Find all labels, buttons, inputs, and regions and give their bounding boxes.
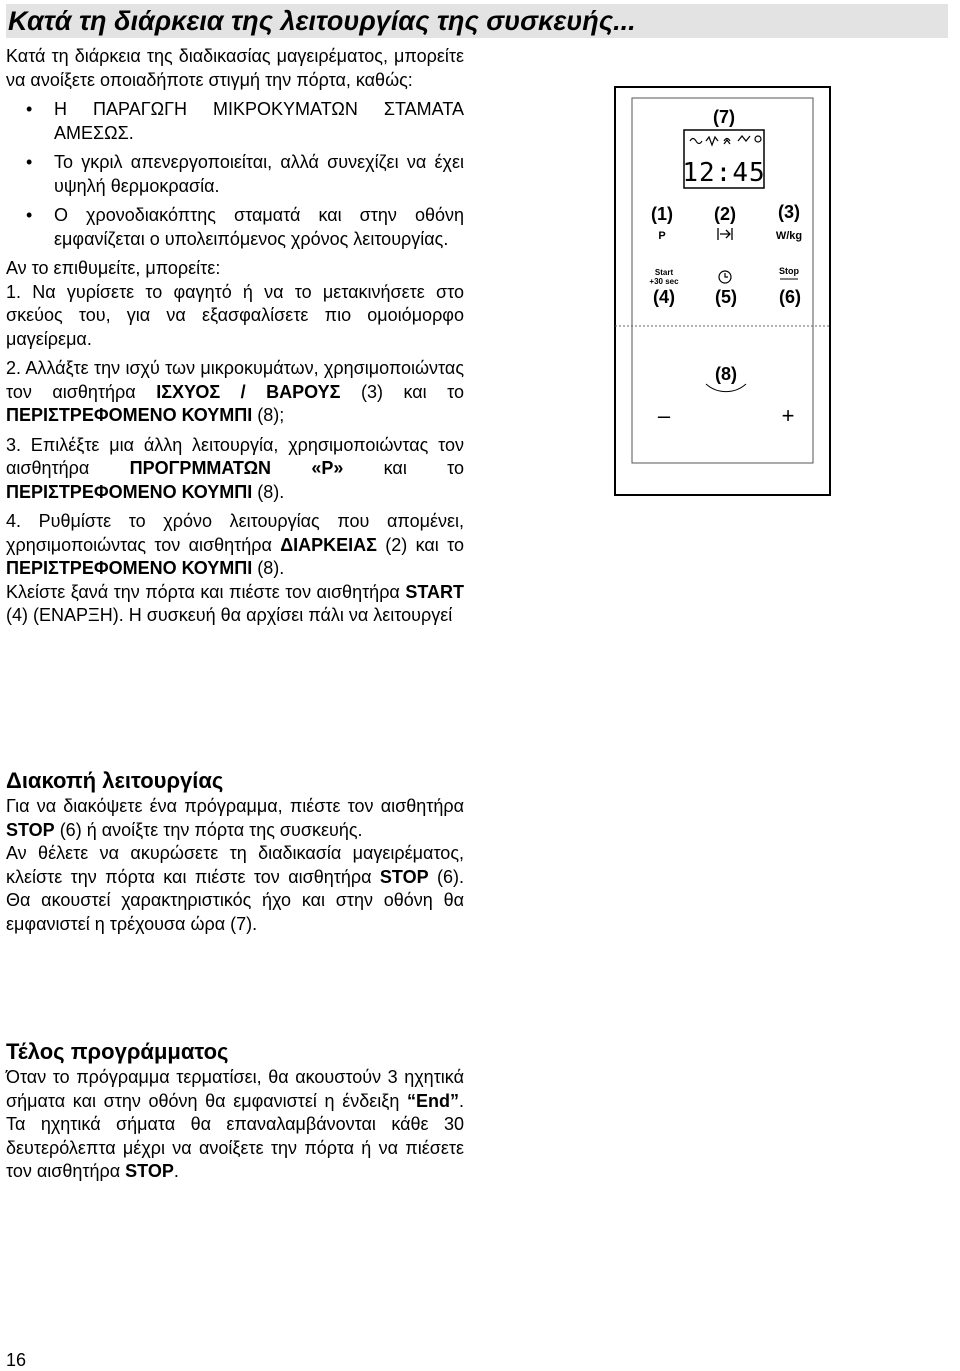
section-program-end xyxy=(6,1038,464,1184)
display-label: (7) xyxy=(713,107,735,127)
section-stop-operation xyxy=(6,767,464,936)
options-intro: Αν το επιθυμείτε, μπορείτε: xyxy=(6,258,221,278)
step-4: 4. Ρυθμίστε το χρόνο λειτουργίας που απομένει, χρησιμοποιώντας τον αισθητήρα ΔΙΑΡΚΕΙΑΣ (2) και το ΠΕΡΙΣΤΡΕΦΟΜΕΝΟ ΚΟΥΜΠΙ (8). xyxy=(6,511,464,578)
stop-paragraph-1: Για να διακόψετε ένα πρόγραμμα, πιέστε τον αισθητήρα STOP (6) ή ανοίξτε την πόρτα της συσκευής. xyxy=(6,796,464,840)
button-6-number: (6) xyxy=(779,287,801,307)
knob-plus: + xyxy=(781,403,795,428)
page-number: 16 xyxy=(6,1350,27,1370)
power-weight-label: W/kg xyxy=(775,230,803,242)
control-panel-diagram xyxy=(614,86,831,496)
button-2-number: (2) xyxy=(714,204,736,224)
button-3-number: (3) xyxy=(778,202,800,222)
program-label: P xyxy=(658,230,666,242)
close-door-paragraph: Κλείστε ξανά την πόρτα και πιέστε τον αισθητήρα START (4) (ΕΝΑΡΞΗ). Η συσκευή θα αρχίσει πάλι να λειτουργεί xyxy=(6,581,464,625)
step-3: 3. Επιλέξτε μια άλλη λειτουργία, χρησιμοποιώντας τον αισθητήρα ΠΡΟΓΡΜΜΑΤΩΝ «P» και το ΠΕΡΙΣΤΡΕΦΟΜΕΝΟ ΚΟΥΜΠΙ (8). xyxy=(6,434,464,502)
step-2: 2. Αλλάξτε την ισχύ των μικροκυμάτων, χρησιμοποιώντας τον αισθητήρα ΙΣΧΥΟΣ / ΒΑΡΟΥΣ (3) και το ΠΕΡΙΣΤΡΕΦΟΜΕΝΟ ΚΟΥΜΠΙ (8); xyxy=(6,358,465,425)
section-heading: Τέλος προγράμματος xyxy=(6,1039,229,1064)
button-5-number: (5) xyxy=(715,287,737,307)
section-during-operation xyxy=(6,45,464,628)
intro-paragraph: Κατά τη διάρκεια της διαδικασίας μαγειρέματος, μπορείτε να ανοίξετε οποιαδήποτε στιγμή την πόρτα, καθώς: xyxy=(6,46,464,90)
bullet-item: • Η ΠΑΡΑΓΩΓΗ ΜΙΚΡΟΚΥΜΑΤΩΝ ΣΤΑΜΑΤΑ ΑΜΕΣΩΣ. xyxy=(6,98,464,145)
button-4-number: (4) xyxy=(653,287,675,307)
section-heading: Διακοπή λειτουργίας xyxy=(6,768,224,793)
end-paragraph: Όταν το πρόγραμμα τερματίσει, θα ακουστούν 3 ηχητικά σήματα και στην οθόνη θα εμφανιστεί η ένδειξη “End”. Τα ηχητικά σήματα θα επαναλαμβάνονται κάθε 30 δευτερόλεπτα μέχρι να ανοίξετε την πόρτα ή να πιέσετε τον αισθητήρα STOP. xyxy=(6,1067,464,1181)
bullet-item: • Το γκριλ απενεργοποιείται, αλλά συνεχίζει να έχει υψηλή θερμοκρασία. xyxy=(6,151,464,198)
button-1-number: (1) xyxy=(651,204,673,224)
start-30-label: +30 sec xyxy=(649,277,679,286)
stop-label: Stop xyxy=(779,266,799,276)
bullet-item: • Ο χρονοδιακόπτης σταματά και στην οθόνη εμφανίζεται ο υπολειπόμενος χρόνος λειτουργίας. xyxy=(6,204,464,251)
page-title: Κατά τη διάρκεια της λειτουργίας της συσκευής... xyxy=(6,4,948,38)
start-label: Start xyxy=(654,268,674,277)
step-1: 1. Να γυρίσετε το φαγητό ή να το μετακινήσετε στο σκεύος του, για να εξασφαλίσετε πιο ομοιόμορφο μαγείρεμα. xyxy=(6,281,464,349)
knob-number: (8) xyxy=(715,364,737,384)
stop-paragraph-2: Αν θέλετε να ακυρώσετε τη διαδικασία μαγειρέματος, κλείστε την πόρτα και πιέστε τον αισθητήρα STOP (6). Θα ακουστεί χαρακτηριστικός ήχο και στην οθόνη θα εμφανιστεί η τρέχουσα ώρα (7). xyxy=(6,843,464,934)
lcd-time: 12:45 xyxy=(682,158,766,188)
knob-minus: – xyxy=(657,403,671,428)
